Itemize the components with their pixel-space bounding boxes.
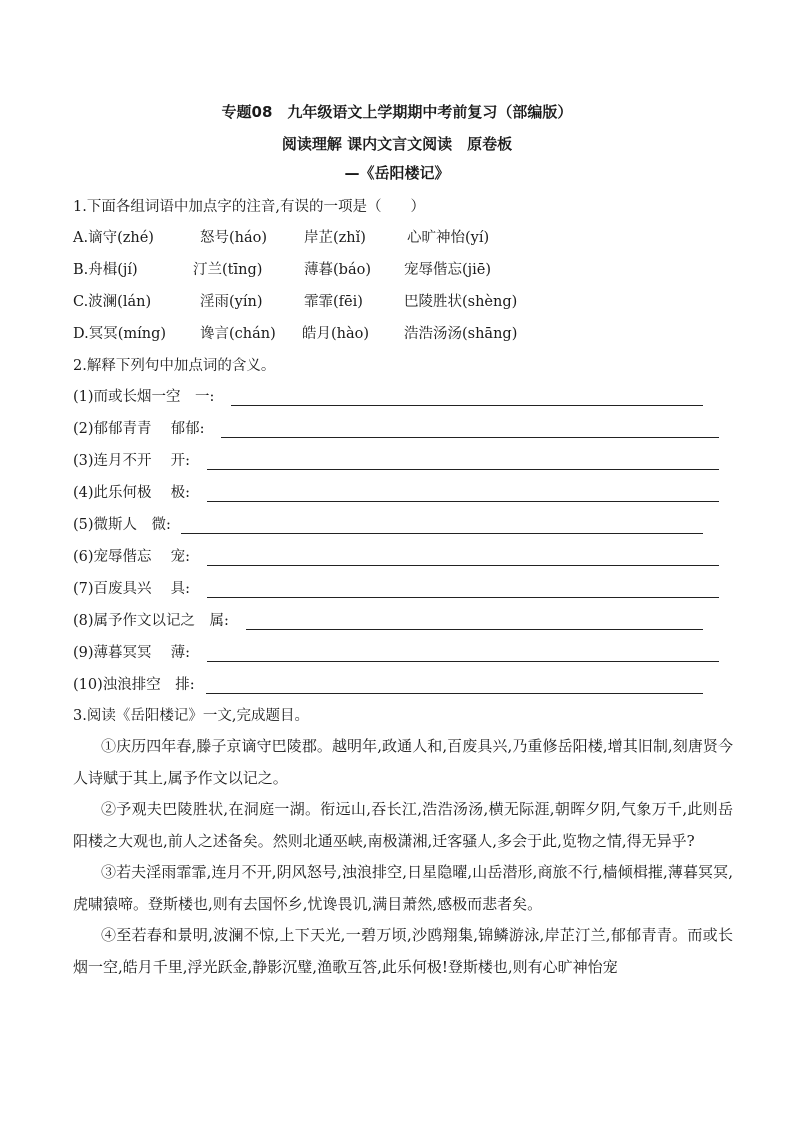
reading-passage [73,731,733,983]
q2-item-10: (10)浊浪排空 排: [73,677,195,693]
q2-item-8-answer-line[interactable] [246,629,703,630]
q2-item-5: (5)微斯人 微: [73,517,171,533]
q2-item-6-answer-line[interactable] [207,565,719,566]
document-subtitle: 阅读理解 课内文言文阅读 原卷板 [281,135,513,153]
q2-item-7: (7)百废具兴 具: [73,581,191,597]
q1-option-d-term-3: 皓月(hào) [302,326,370,342]
q2-item-9: (9)薄暮冥冥 薄: [73,645,191,661]
q2-item-10-answer-line[interactable] [206,693,703,694]
q1-option-d-term-1: D.冥冥(míng) [73,326,167,342]
q1-option-c-term-1: C.波澜(lán) [73,294,152,310]
question-1-stem: 1.下面各组词语中加点字的注音,有误的一项是（ ） [73,199,425,215]
q1-option-c-term-3: 霏霏(fēi) [304,294,363,310]
passage-paragraph-3: ③若夫淫雨霏霏,连月不开,阴风怒号,浊浪排空,日星隐曜,山岳潜形,商旅不行,樯倾楫摧,薄暮冥冥,虎啸猿啼。登斯楼也,则有去国怀乡,忧谗畏讥,满目萧然,感极而悲者矣。 [73,863,733,913]
q1-option-c-term-4: 巴陵胜状(shèng) [404,294,518,310]
document-title: 专题08 九年级语文上学期期中考前复习（部编版） [221,103,573,121]
q2-item-9-answer-line[interactable] [207,661,719,662]
q2-item-2: (2)郁郁青青 郁郁: [73,421,205,437]
q2-item-4: (4)此乐何极 极: [73,485,191,501]
q1-option-a-term-4: 心旷神怡(yí) [407,230,490,246]
q1-option-a-term-3: 岸芷(zhǐ) [304,230,366,246]
question-3-stem: 3.阅读《岳阳楼记》一文,完成题目。 [73,708,309,724]
q1-option-a-term-2: 怒号(háo) [200,230,268,246]
passage-paragraph-2: ②予观夫巴陵胜状,在洞庭一湖。衔远山,吞长江,浩浩汤汤,横无际涯,朝晖夕阴,气象万千,此则岳阳楼之大观也,前人之述备矣。然则北通巫峡,南极潇湘,迁客骚人,多会于此,览物之情,得无异乎? [73,800,733,850]
q1-option-b-term-4: 宠辱偕忘(jiē) [404,262,492,278]
q1-option-a-term-1: A.谪守(zhé) [73,230,154,246]
question-2-stem: 2.解释下列句中加点词的含义。 [73,358,276,374]
q2-item-2-answer-line[interactable] [221,437,719,438]
q1-option-c-term-2: 淫雨(yín) [200,294,263,310]
passage-paragraph-1: ①庆历四年春,滕子京谪守巴陵郡。越明年,政通人和,百废具兴,乃重修岳阳楼,增其旧制,刻唐贤今人诗赋于其上,属予作文以记之。 [73,737,733,787]
q1-option-d-term-4: 浩浩汤汤(shāng) [404,326,518,342]
q1-option-b-term-3: 薄暮(báo) [304,262,371,278]
q2-item-8: (8)属予作文以记之 属: [73,613,229,629]
q2-item-4-answer-line[interactable] [207,501,719,502]
q2-item-6: (6)宠辱偕忘 宠: [73,549,191,565]
q2-item-3: (3)连月不开 开: [73,453,191,469]
passage-paragraph-4: ④至若春和景明,波澜不惊,上下天光,一碧万顷,沙鸥翔集,锦鳞游泳,岸芷汀兰,郁郁青青。而或长烟一空,皓月千里,浮光跃金,静影沉璧,渔歌互答,此乐何极!登斯楼也,则有心旷神怡宠 [73,926,733,976]
q2-item-3-answer-line[interactable] [207,469,719,470]
q2-item-7-answer-line[interactable] [207,597,719,598]
q2-item-1: (1)而或长烟一空 一: [73,389,215,405]
q1-option-b-term-2: 汀兰(tīng) [193,262,263,278]
q2-item-5-answer-line[interactable] [181,533,703,534]
q2-item-1-answer-line[interactable] [231,405,703,406]
q1-option-b-term-1: B.舟楫(jí) [73,262,138,278]
topic-title: —《岳阳楼记》 [344,164,450,182]
q1-option-d-term-2: 谗言(chán) [200,326,276,342]
